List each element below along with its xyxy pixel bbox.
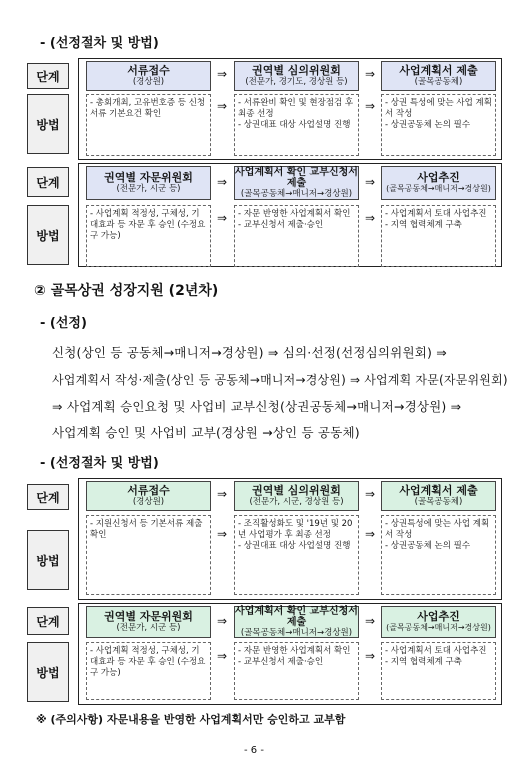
method-line: - 상권공동체 논의 필수 [385, 120, 471, 130]
step-sub: (골목공동체→매니저→경상원) [240, 628, 353, 638]
step-title: 사업계획서 확인 교부신청서 제출 [235, 167, 358, 189]
method-line: - 상권 특성에 맞는 사업 계획서 작성 [385, 98, 492, 119]
method-line: - 교부신청서 제출·승인 [238, 657, 324, 667]
method-line: - 사업계획 적정성, 구체성, 기대효과 등 자문 후 승인 (수정요구 가능) [90, 646, 206, 678]
arrow-icon: ⇒ [217, 614, 228, 628]
method-box [381, 94, 496, 156]
arrow-icon: ⇒ [217, 175, 228, 189]
method-line: - 상권대표 대상 사업설명 진행 [238, 541, 351, 551]
step-title: 권역별 심의위원회 [252, 64, 341, 77]
step-title: 권역별 자문위원회 [104, 171, 193, 184]
method-line: - 상권대표 대상 사업설명 진행 [238, 120, 351, 130]
method-line: - 자문 반영한 사업계획서 확인 [238, 646, 351, 656]
arrow-icon: ⇒ [365, 487, 376, 501]
method-box [86, 94, 211, 156]
paragraph-line: 신청(상인 등 공동체→매니저→경상원) ⇒ 심의·선정(선정심의위원회) ⇒ [52, 345, 447, 360]
step-box [86, 166, 211, 200]
step-title: 사업추진 [417, 171, 460, 184]
arrow-icon: ⇒ [365, 649, 376, 663]
method-box [86, 515, 211, 595]
step-sub: (전문가, 시군 등) [116, 184, 181, 194]
step-box [234, 606, 359, 638]
step-title: 권역별 심의위원회 [252, 484, 341, 497]
method-line: - 상권공동체 논의 필수 [385, 541, 471, 551]
step-sub: (전문가, 시군 등) [116, 623, 181, 633]
step-title: 사업추진 [417, 610, 460, 623]
step-sub: (경상원) [132, 77, 165, 87]
section2-title: ② 골목상권 성장지원 (2년차) [34, 283, 219, 299]
method-box [381, 205, 496, 267]
method-box [381, 515, 496, 595]
label-step: 단계 [27, 63, 69, 89]
arrow-icon: ⇒ [217, 487, 228, 501]
step-title: 사업계획서 제출 [399, 64, 478, 77]
method-box [234, 515, 359, 595]
method-line: - 교부신청서 제출·승인 [238, 220, 324, 230]
step-box [381, 166, 496, 200]
method-box [86, 205, 211, 267]
step-title: 사업계획서 제출 [399, 484, 478, 497]
step-box [86, 606, 211, 638]
arrow-icon: ⇒ [365, 527, 376, 541]
method-line: - 서류완비 확인 및 현장점검 후 최종 선정 [238, 98, 354, 119]
method-line: - 조직활성화도 및 '19년 및 20년 사업평가 후 최종 선정 [238, 519, 353, 540]
label-method: 방법 [27, 642, 69, 702]
step-box [86, 481, 211, 511]
arrow-icon: ⇒ [217, 527, 228, 541]
arrow-icon: ⇒ [217, 67, 228, 81]
section2-subheading: - (선정) [40, 316, 87, 331]
label-step: 단계 [27, 607, 69, 635]
step-sub: (골목공동체→매니저→경상원) [386, 184, 491, 193]
step-title: 서류접수 [127, 484, 170, 497]
step-sub: (골목공동체→매니저→경상원) [240, 189, 353, 199]
step-box [381, 481, 496, 511]
label-method: 방법 [27, 530, 69, 590]
step-title: 서류접수 [127, 64, 170, 77]
method-box [234, 205, 359, 267]
step-box [234, 481, 359, 511]
method-line: - 상권특성에 맞는 사업 계획서 작성 [385, 519, 490, 540]
method-line: - 지역 협력체계 구축 [385, 657, 462, 667]
label-step: 단계 [27, 167, 69, 197]
section1-heading: - (선정절차 및 방법) [40, 36, 159, 51]
label-method: 방법 [27, 94, 69, 154]
method-line: - 사업계획서 토대 사업추진 [385, 209, 487, 219]
paragraph-line: 사업계획서 작성·제출(상인 등 공동체→매니저→경상원) ⇒ 사업계획 자문(자문위원회) [52, 373, 508, 387]
step-title: 권역별 자문위원회 [104, 610, 193, 623]
step-sub: (전문가, 경기도, 경상원 등) [245, 77, 348, 87]
arrow-icon: ⇒ [217, 649, 228, 663]
method-box [234, 642, 359, 700]
step-sub: (경상원) [132, 497, 165, 507]
method-box [381, 642, 496, 700]
method-line: - 총회개최, 고유번호증 등 신청서류 기본요건 확인 [90, 98, 206, 119]
page-number: - 6 - [244, 745, 264, 756]
method-line: - 지원신청서 등 기본서류 제출 확인 [90, 519, 203, 540]
method-line: - 사업계획서 토대 사업추진 [385, 646, 487, 656]
arrow-icon: ⇒ [217, 99, 228, 113]
step-box [381, 606, 496, 638]
arrow-icon: ⇒ [217, 211, 228, 225]
step-box [381, 61, 496, 91]
paragraph-line: 사업계획 승인 및 사업비 교부(경상원 →상인 등 공동체) [52, 425, 360, 440]
footnote: ※ (주의사항) 자문내용을 반영한 사업계획서만 승인하고 교부함 [36, 713, 346, 726]
arrow-icon: ⇒ [365, 67, 376, 81]
step-sub: (골목공동체) [414, 77, 463, 87]
arrow-icon: ⇒ [365, 175, 376, 189]
method-line: - 지역 협력체계 구축 [385, 220, 462, 230]
arrow-icon: ⇒ [365, 211, 376, 225]
step-sub: (골목공동체→매니저→경상원) [386, 623, 491, 632]
step-title: 사업계획서 확인 교부신청서 제출 [235, 606, 358, 628]
step-box [86, 61, 211, 91]
step-sub: (골목공동체) [414, 497, 463, 507]
label-step: 단계 [27, 484, 69, 510]
label-method: 방법 [27, 205, 69, 265]
arrow-icon: ⇒ [365, 614, 376, 628]
step-box [234, 61, 359, 91]
step-box [234, 166, 359, 200]
step-sub: (전문가, 시군, 경상원 등) [249, 497, 344, 507]
arrow-icon: ⇒ [365, 99, 376, 113]
section2-heading: - (선정절차 및 방법) [40, 456, 159, 471]
method-line: - 자문 반영한 사업계획서 확인 [238, 209, 351, 219]
method-line: - 사업계획 적정성, 구체성, 기대효과 등 자문 후 승인 (수정요구 가능) [90, 209, 206, 241]
method-box [234, 94, 359, 156]
method-box [86, 642, 211, 700]
paragraph-line: ⇒ 사업계획 승인요청 및 사업비 교부신청(상권공동체→매니저→경상원) ⇒ [52, 399, 462, 414]
